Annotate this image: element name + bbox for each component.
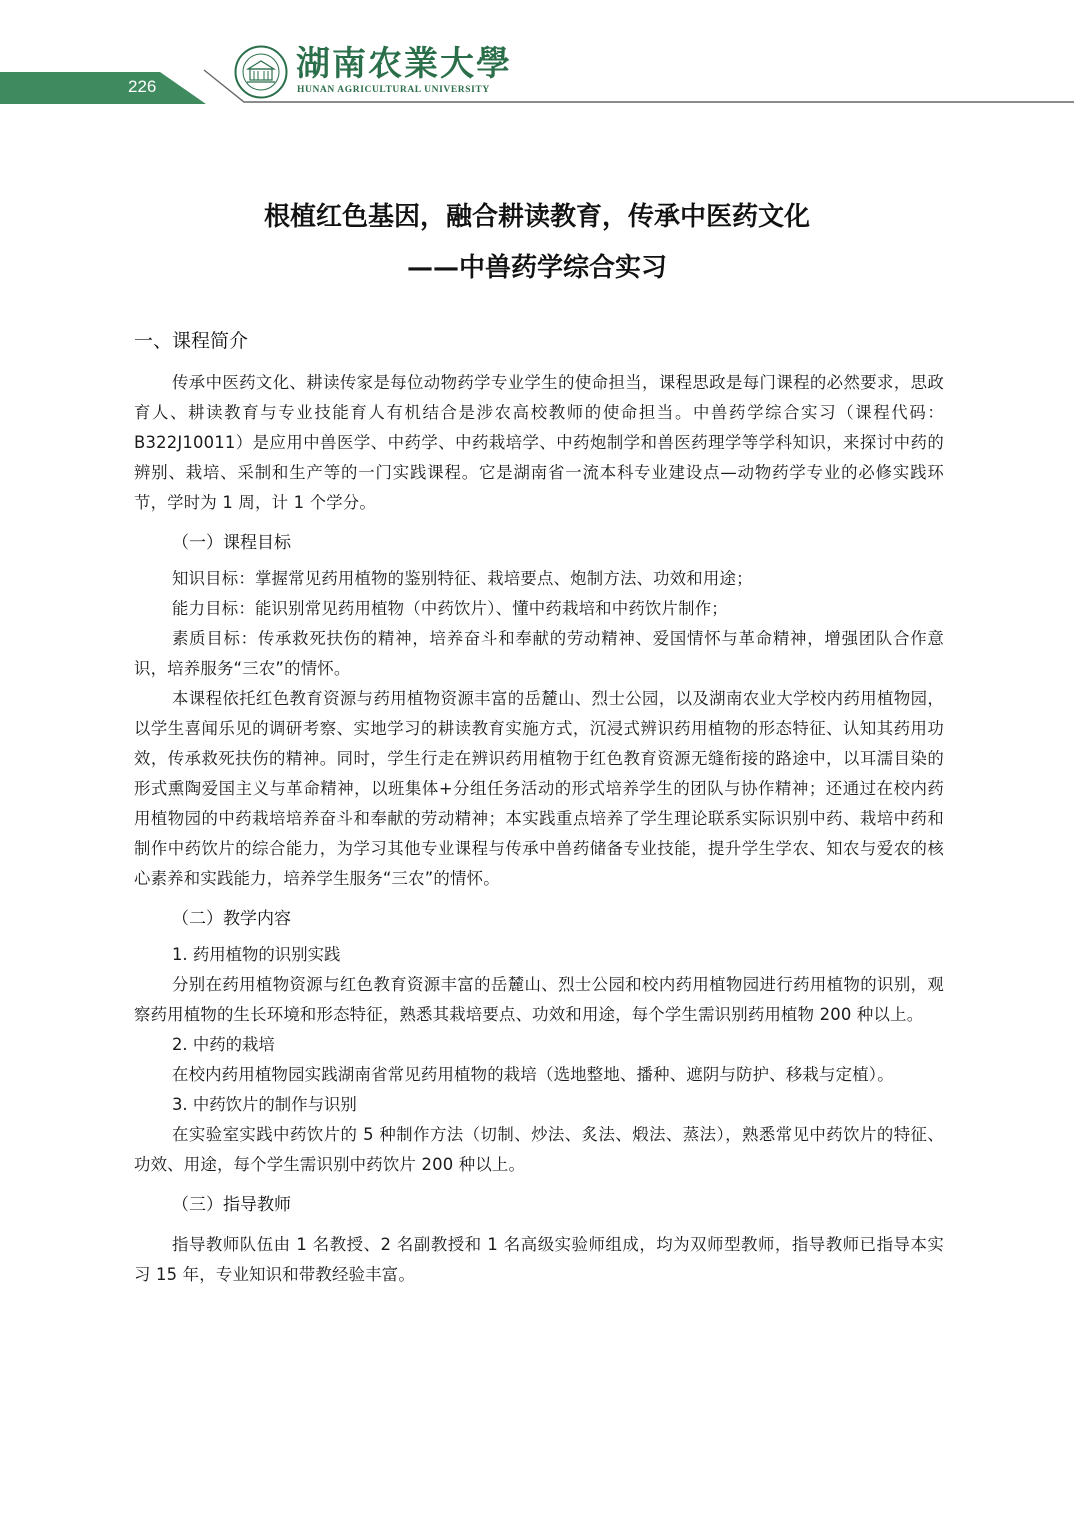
list-item-text: 分别在药用植物资源与红色教育资源丰富的岳麓山、烈士公园和校内药用植物园进行药用植物的识别，观察药用植物的生长环境和形态特征，熟悉其栽培要点、功效和用途，每个学生需识别药用植物 200 种以上。: [134, 975, 944, 1024]
university-name-en: HUNAN AGRICULTURAL UNIVERSITY: [297, 85, 490, 95]
subsection-heading-content: （二）教学内容: [172, 909, 291, 929]
paragraph: 传承中医药文化、耕读传家是每位动物药学专业学生的使命担当，课程思政是每门课程的必然要求，思政育人、耕读教育与专业技能育人有机结合是涉农高校教师的使命担当。中兽药学综合实习（课程代码：B322J10011）是应用中兽医学、中药学、中药栽培学、中药炮制学和兽医药理学等学科知识，来探讨中药的辨别、栽培、采制和生产等的一门实践课程。它是湖南省一流本科专业建设点—动物药学专业的必修实践环节，学时为 1 周，计 1 个学分。: [134, 373, 944, 512]
university-seal-icon: [234, 45, 288, 99]
document-subtitle: ——中兽药学综合实习: [406, 253, 667, 283]
list-item-title: 1. 药用植物的识别实践: [172, 945, 341, 964]
list-item-title: 2. 中药的栽培: [172, 1035, 275, 1054]
goal-ability: 能力目标：能识别常见药用植物（中药饮片）、懂中药栽培和中药饮片制作；: [172, 599, 728, 618]
document-body: [134, 324, 944, 1290]
document-title: 根植红色基因，融合耕读教育，传承中医药文化: [263, 202, 810, 232]
list-item-text: 在实验室实践中药饮片的 5 种制作方法（切制、炒法、炙法、煅法、蒸法），熟悉常见中药饮片的特征、功效、用途，每个学生需识别中药饮片 200 种以上。: [134, 1125, 944, 1174]
university-name-cn: 湖南农業大學: [296, 44, 512, 84]
section-heading-course-intro: 一、课程简介: [134, 330, 249, 352]
goal-quality: 素质目标：传承救死扶伤的精神，培养奋斗和奉献的劳动精神、爱国情怀与革命精神，增强团队合作意识，培养服务“三农”的情怀。: [134, 629, 944, 678]
page-header: [0, 0, 1074, 110]
header-ribbon: [0, 0, 1074, 110]
goal-knowledge: 知识目标：掌握常见药用植物的鉴别特征、栽培要点、炮制方法、功效和用途；: [172, 569, 753, 588]
paragraph: 指导教师队伍由 1 名教授、2 名副教授和 1 名高级实验师组成，均为双师型教师，指导教师已指导本实习 15 年，专业知识和带教经验丰富。: [134, 1235, 944, 1284]
subsection-heading-goals: （一）课程目标: [172, 533, 291, 553]
paragraph: 本课程依托红色教育资源与药用植物资源丰富的岳麓山、烈士公园，以及湖南农业大学校内药用植物园，以学生喜闻乐见的调研考察、实地学习的耕读教育实施方式，沉浸式辨识药用植物的形态特征、认知其药用功效，传承救死扶伤的精神。同时，学生行走在辨识药用植物于红色教育资源无缝衔接的路途中，以耳濡目染的形式熏陶爱国主义与革命精神，以班集体+分组任务活动的形式培养学生的团队与协作精神；还通过在校内药用植物园的中药栽培培养奋斗和奉献的劳动精神；本实践重点培养了学生理论联系实际识别中药、栽培中药和制作中药饮片的综合能力，为学习其他专业课程与传承中兽药储备专业技能，提升学生学农、知农与爱农的核心素养和实践能力，培养学生服务“三农”的情怀。: [134, 689, 944, 888]
list-item-title: 3. 中药饮片的制作与识别: [172, 1095, 357, 1114]
subsection-heading-instructors: （三）指导教师: [172, 1195, 291, 1215]
page-number: 226: [128, 77, 157, 96]
list-item-text: 在校内药用植物园实践湖南省常见药用植物的栽培（选地整地、播种、遮阴与防护、移栽与定植）。: [172, 1065, 894, 1084]
